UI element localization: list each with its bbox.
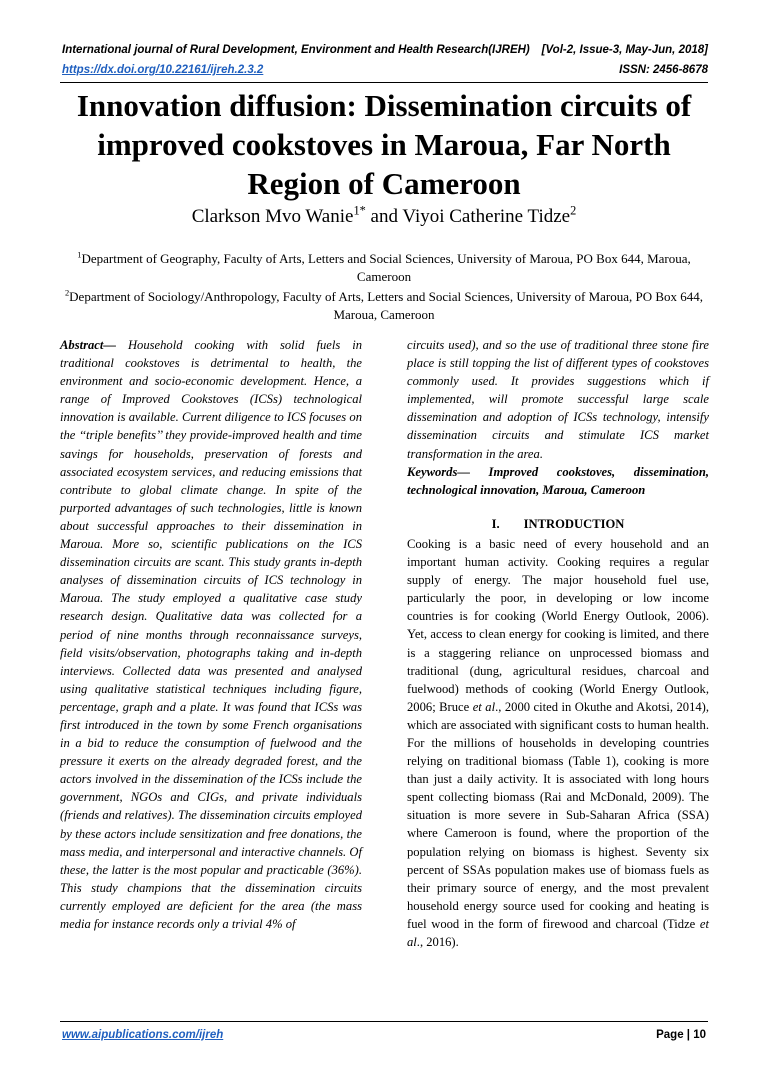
introduction-paragraph bbox=[407, 535, 709, 951]
abstract-continuation: circuits used), and so the use of traditional three stone fire place is still topping the list of different types of cookstoves commonly used. It provides suggestions which if implemented, will promote successful large scale dissemination and adoption of ICSs technology, intensify dissemination circuits and stimulate ICS market transformation in the area. bbox=[407, 338, 709, 461]
intro-etal-1: et al bbox=[472, 699, 496, 714]
section-heading-introduction bbox=[407, 515, 709, 533]
author-1: Clarkson Mvo Wanie bbox=[191, 206, 354, 227]
running-header bbox=[62, 44, 708, 56]
affiliation-2-sup: 2 bbox=[64, 287, 70, 298]
affiliation-1-text: Department of Geography, Faculty of Arts, Letters and Social Sciences, University of Maroua, PO Box 644, Maroua, Cameroon bbox=[81, 251, 691, 284]
intro-text-2: ., 2000 cited in Okuthe and Akotsi, 2014), which are associated with significant costs to human health. For the millions of households in developing countries relying on traditional biomass (Table 1), cooking is more than just a daily activity. It is associated with long hours spent collecting biomass (Rai and McDonald, 2009). The situation is more severe in Sub-Saharan Africa (SSA) where Cameroon is found, where the proportion of the population relying on biomass is highest. Seventy six percent of SSAs population makes use of biomass fuels as their primary source of energy, and the most prevalent household energy source used for cooking and heating is fuel wood in the form of firewood and charcoal (Tidze bbox=[407, 699, 710, 931]
author-2: Viyoi Catherine Tidze bbox=[402, 206, 571, 227]
section-title: INTRODUCTION bbox=[523, 516, 625, 531]
doi-link[interactable]: https://dx.doi.org/10.22161/ijreh.2.3.2 bbox=[62, 64, 264, 76]
affiliation-2-text: Department of Sociology/Anthropology, Faculty of Arts, Letters and Social Sciences, University of Maroua, PO Box 644, Maroua, Cameroon bbox=[69, 289, 704, 322]
abstract-text: Household cooking with solid fuels in traditional cookstoves is detrimental to health, the environment and socio-economic development. Hence, a range of Improved Cookstoves (ICSs) technological innovation is available. Current diligence to ICS focuses on the ‘‘triple benefits’’ they provide-improved health and time savings for households, preservation of forests and associated ecosystem services, and reducing emissions that contribute to global climate change. In spite of the purported advantages of such technologies, little is known about successful approaches to their dissemination in Maroua. More so, scientific publications on the ICS dissemination circuits are scant. This study grants in-depth analyses of dissemination circuits of ICS technology in Maroua. The study employed a qualitative case study research design. Qualitative data was collected for a period of nine months through reconnaissance surveys, field visits/observation, photographs taking and in-depth interviews. Collected data was presented and analysed using qualitative statistical techniques including figure, percentage, graph and a plate. It was found that ICSs was first introduced in the town by some French organisations in a bid to reduce the consumption of fuelwood and the pressure it exerts on the already degraded forest, and the actors involved in the dissemination of the ICSs include the government, NGOs and CIGs, and private individuals (friends and relatives). The dissemination circuits employed by these actors include sensitization and free donations, the mass media, and interpersonal and interactive channels. Of these, the latter is the most popular and practicable (36%). This study champions that the dissemination circuits currently employed are deficient for the area (the mass media for instance records only a trivial 4% of bbox=[60, 338, 362, 931]
author-1-sup: 1* bbox=[353, 203, 366, 218]
affiliation-1-sup: 1 bbox=[77, 249, 82, 260]
author-line bbox=[60, 203, 708, 228]
section-number: I. bbox=[491, 516, 500, 531]
journal-name: International journal of Rural Development, Environment and Health Research(IJREH) bbox=[62, 44, 530, 56]
paper-title: Innovation diffusion: Dissemination circuits of improved cookstoves in Maroua, Far North Region of Cameroon bbox=[76, 88, 692, 201]
keywords bbox=[407, 463, 709, 499]
abstract-label: Abstract— bbox=[60, 338, 116, 352]
page-footer bbox=[62, 1029, 706, 1041]
running-header-line2 bbox=[62, 64, 708, 76]
keywords-label: Keywords— bbox=[407, 464, 470, 479]
keywords-text: Improved cookstoves, dissemination, technological innovation, Maroua, Cameroon bbox=[407, 464, 709, 497]
right-column bbox=[407, 336, 709, 951]
intro-text-3: ., 2016). bbox=[416, 935, 459, 949]
abstract bbox=[60, 336, 362, 933]
author-2-sup: 2 bbox=[570, 203, 577, 218]
intro-text-1: Cooking is a basic need of every household and an important human activity. Cooking requires a regular supply of energy. The major household fuel use, particularly the poor, in developing or low income countries is for cooking (World Energy Outlook, 2006). Yet, access to clean energy for cooking is limited, and there is a staggering reliance on unprocessed biomass and traditional (dung, agricultural residues, charcoal and fuelwood) methods of cooking (World Energy Outlook, 2006; Bruce bbox=[407, 536, 709, 714]
left-column bbox=[60, 336, 362, 933]
intro-etal-2: et al bbox=[407, 916, 709, 949]
author-joiner: and bbox=[365, 206, 403, 227]
footer-rule bbox=[60, 1021, 708, 1022]
affiliation-2 bbox=[60, 288, 708, 324]
affiliation-1 bbox=[60, 250, 708, 286]
issn: ISSN: 2456-8678 bbox=[619, 64, 708, 76]
header-rule bbox=[60, 82, 708, 83]
page-number: Page | 10 bbox=[656, 1029, 706, 1041]
footer-website-link[interactable]: www.aipublications.com/ijreh bbox=[62, 1029, 224, 1041]
volume-info: [Vol-2, Issue-3, May-Jun, 2018] bbox=[541, 44, 708, 56]
